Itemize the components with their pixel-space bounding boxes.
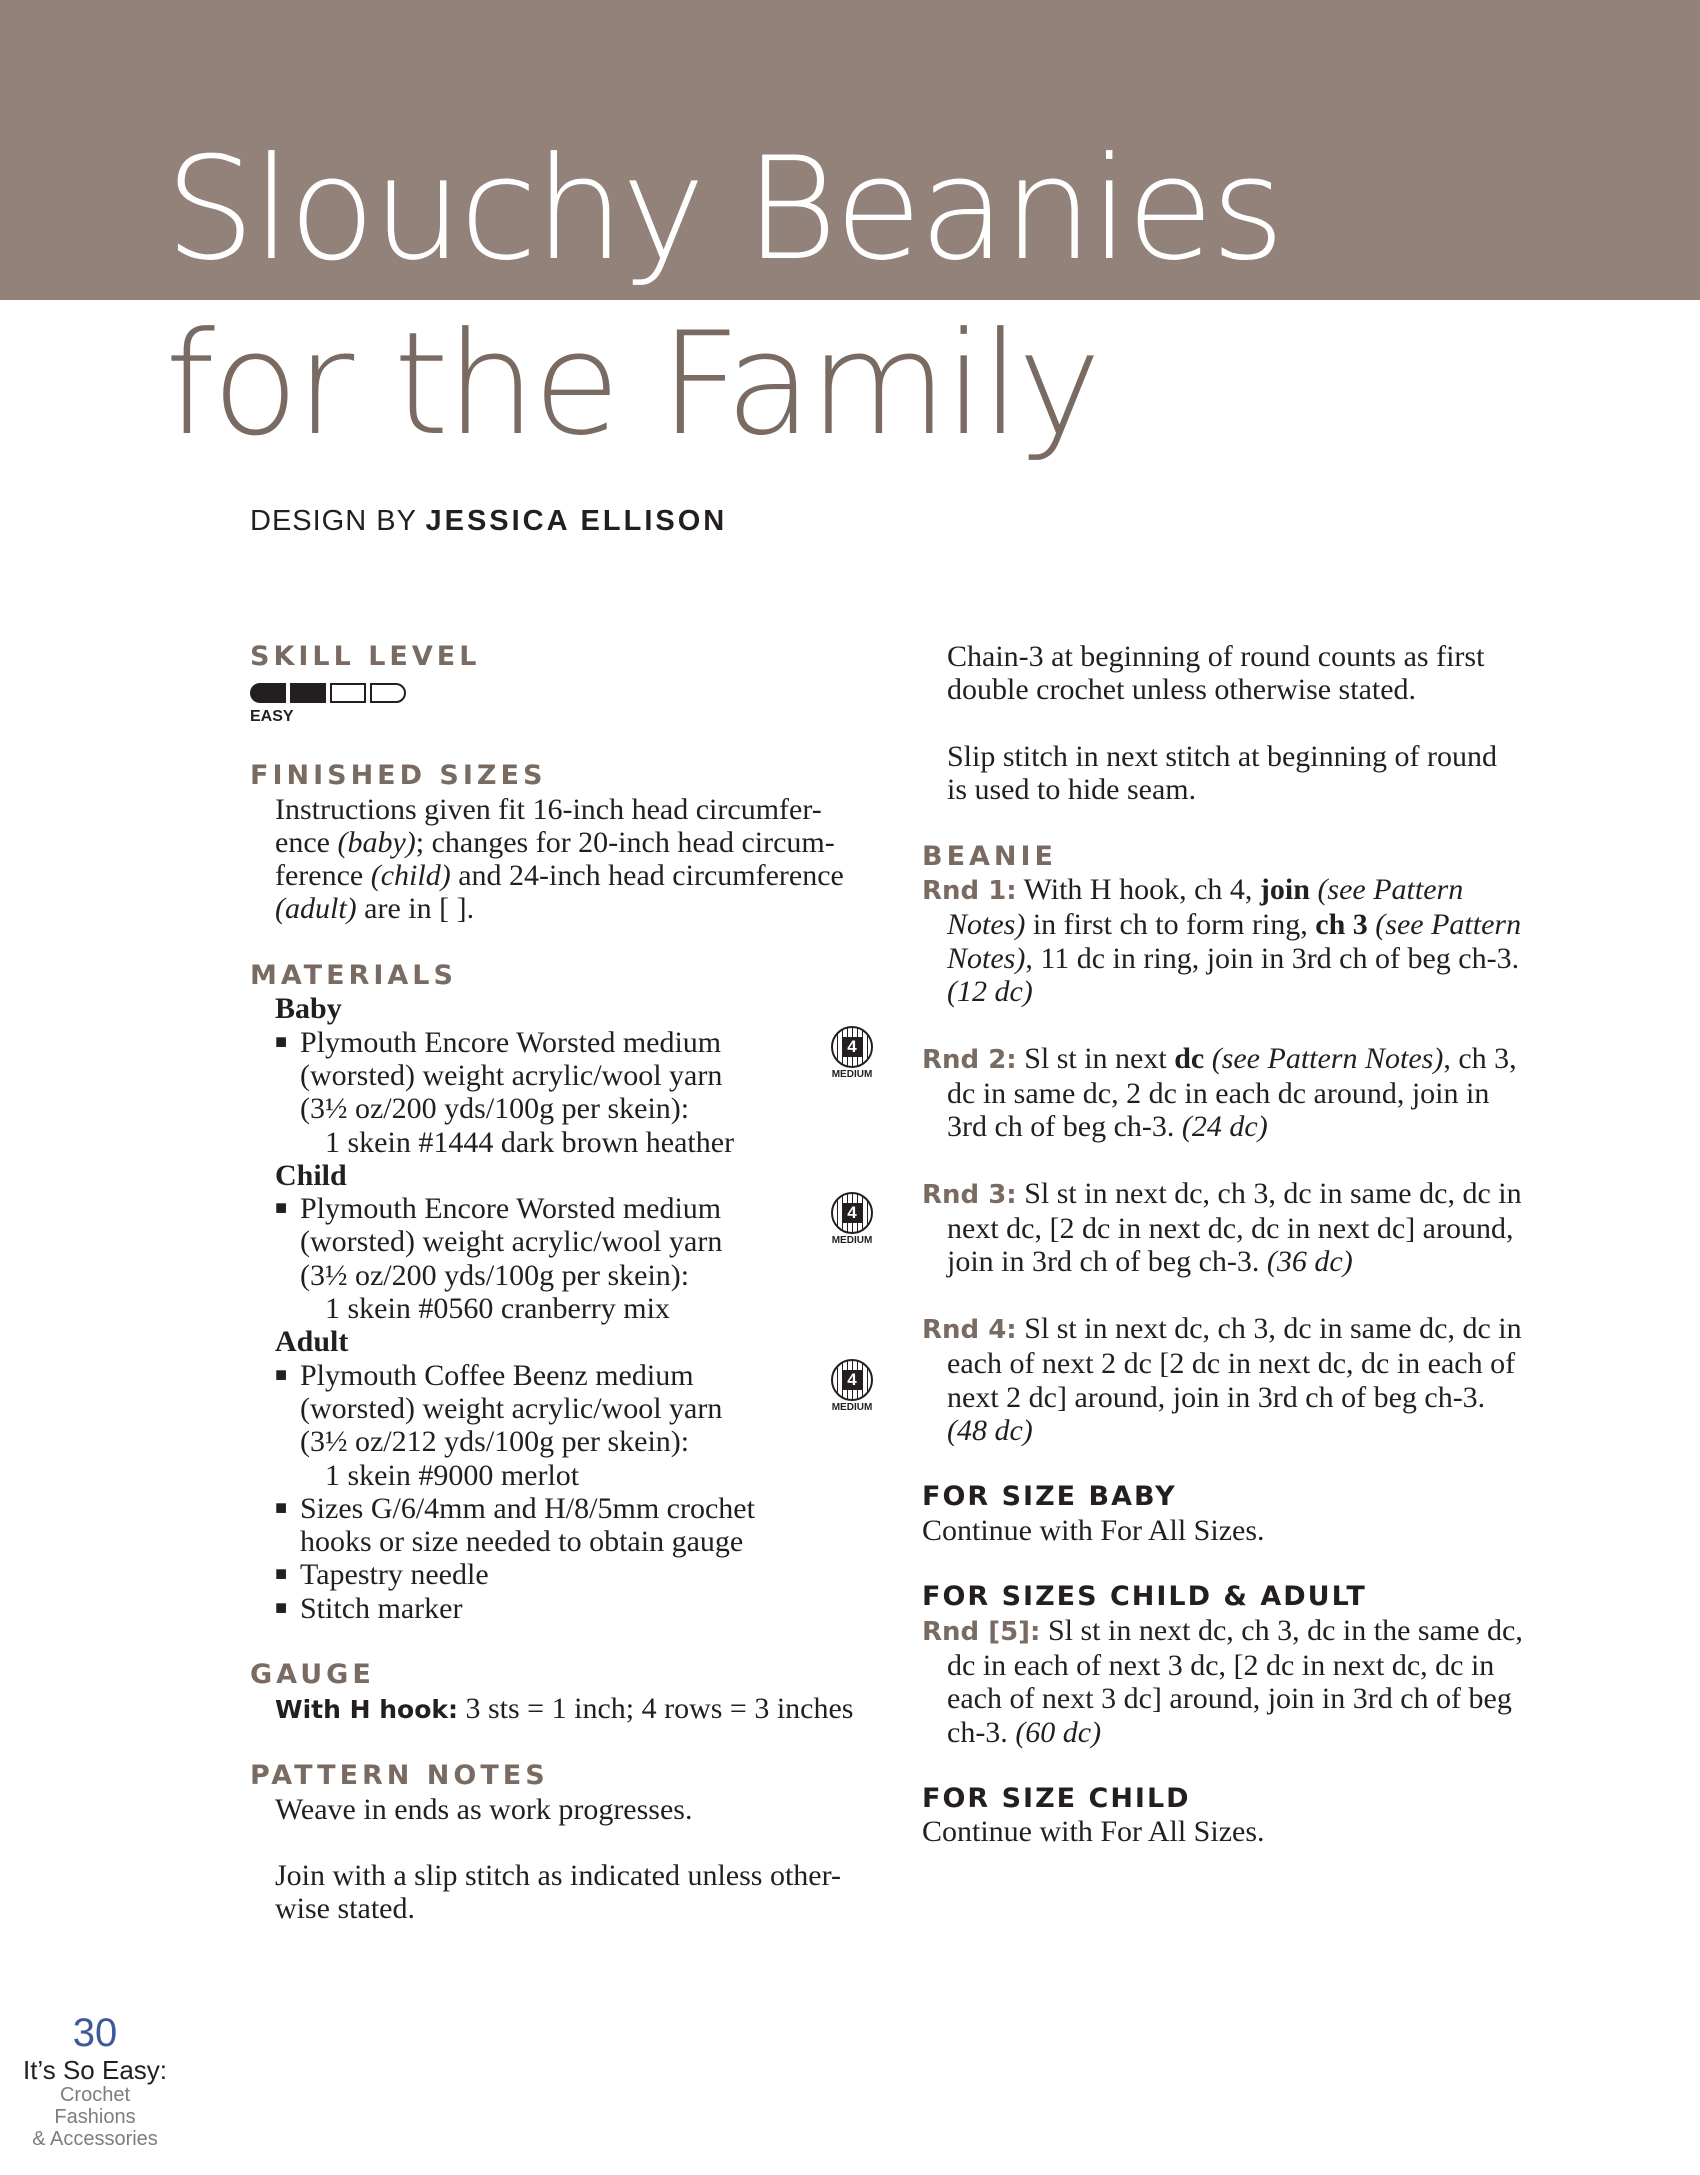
yarn-weight-icon [822,1359,882,1415]
round-block [922,1042,1562,1144]
round-line [922,942,1562,975]
yarn-weight-number: 4 [842,1370,862,1390]
round-line [922,1716,1562,1749]
material-item-text [250,1026,890,1159]
material-line: Plymouth Encore Worsted medium [300,1025,722,1059]
bullet-icon: ■ [275,1363,288,1386]
title-line-1: Slouchy Beanies [165,127,1282,292]
skill-block-filled [250,683,286,703]
material-line: (3½ oz/200 yds/100g per skein): [300,1258,690,1292]
yarn-ball-icon [831,1359,873,1401]
text-run: next 2 dc] around, join in 3rd ch of beg ch-3. [947,1380,1486,1414]
pattern-note-line: wise stated. [275,1892,415,1926]
material-line: Plymouth Coffee Beenz medium [300,1358,694,1392]
round-line [922,1077,1562,1110]
round-label: Rnd 2: [922,1044,1017,1075]
text-run: ference [275,859,371,893]
material-item [250,1192,890,1325]
size-child-heading: FOR SIZE CHILD [922,1783,1191,1815]
round-line [922,1649,1562,1682]
beanie-heading: BEANIE [922,840,1058,872]
material-line: (3½ oz/212 yds/100g per skein): [300,1425,690,1459]
bold-run: join [1259,873,1310,907]
designer-name: JESSICA ELLISON [425,505,728,537]
text-run: ence [275,825,338,859]
spacer [922,1008,1562,1041]
text-run: ; changes for 20-inch head circum- [415,825,835,859]
spacer [250,1826,890,1859]
text-line [275,793,890,826]
material-skein: 1 skein #9000 merlot [325,1458,580,1492]
yarn-ball-icon [831,1192,873,1234]
material-item-text [250,1592,890,1625]
pattern-note-line: Join with a slip stitch as indicated unless other- [275,1859,841,1893]
italic-run: Notes) [947,908,1026,942]
round-line [922,1042,1562,1077]
book-subtitle-line-1: Crochet Fashions [54,2084,136,2128]
material-line: (worsted) weight acrylic/wool yarn [300,1225,723,1259]
pattern-notes-heading: PATTERN NOTES [250,1760,549,1792]
material-group-baby [250,992,890,1158]
text-run: Sl st in next dc, ch 3, dc in same dc, dc in [1016,1311,1522,1345]
yarn-weight-number: 4 [842,1037,862,1057]
round-line [922,1177,1562,1212]
book-subtitle-line-2: & Accessories [32,2128,158,2150]
size-baby-text: Continue with For All Sizes. [922,1513,1265,1547]
skill-block-filled [290,683,326,703]
skill-block-empty [330,683,366,703]
spacer [922,707,1562,740]
pattern-note-line: double crochet unless otherwise stated. [947,673,1417,707]
bullet-icon: ■ [275,1596,288,1619]
material-line: Plymouth Encore Worsted medium [300,1192,722,1226]
material-line: (3½ oz/200 yds/100g per skein): [300,1092,690,1126]
material-skein: 1 skein #1444 dark brown heather [325,1125,735,1159]
round-line [922,1347,1562,1380]
text-line [275,859,890,892]
skill-level-label: EASY [250,708,294,726]
skill-level-icon [250,683,890,703]
material-item-text [250,1492,890,1559]
spacer [922,1547,1562,1580]
material-group-adult [250,1325,890,1491]
round-line [922,975,1562,1008]
bullet-icon: ■ [275,1563,288,1586]
round-line [922,1682,1562,1715]
gauge-value: 3 sts = 1 inch; 4 rows = 3 inches [458,1691,854,1725]
material-line: Stitch marker [300,1591,463,1625]
italic-run: (24 dc) [1181,1110,1268,1144]
material-line: Tapestry needle [300,1558,489,1592]
yarn-ball-icon [831,1026,873,1068]
italic-run: (see Pattern Notes) [1211,1041,1444,1075]
round-5-instructions [922,1614,1562,1749]
right-column [922,640,1562,1849]
text-line [275,892,890,925]
round-block [922,1177,1562,1279]
materials-heading: MATERIALS [250,960,457,992]
text-run: in first ch to form ring, [1025,908,1316,942]
yarn-weight-category: MEDIUM [831,1235,873,1247]
skill-level-heading: SKILL LEVEL [250,641,481,672]
text-line [275,826,890,859]
text-run: With H hook, ch 4, [1016,873,1260,907]
material-group-label: Child [275,1158,347,1192]
spacer [250,729,890,759]
spacer [250,1625,890,1658]
italic-run: Notes) [947,941,1026,975]
round-label: Rnd 3: [922,1179,1017,1210]
material-item-text [250,1558,890,1591]
beanie-rounds [922,873,1562,1447]
yarn-weight-category: MEDIUM [831,1068,873,1080]
yarn-weight-icon [822,1192,882,1248]
material-line: (worsted) weight acrylic/wool yarn [300,1391,723,1425]
material-group-label: Adult [275,1325,349,1359]
material-item [250,1558,890,1591]
pattern-note-line: Chain-3 at beginning of round counts as first [947,640,1485,673]
book-title: It’s So Easy: [22,2055,168,2085]
text-run: next dc, [2 dc in next dc, dc in next dc] around, [947,1212,1514,1246]
italic-run: (36 dc) [1266,1245,1353,1279]
bold-run: dc [1174,1041,1205,1075]
italic-run: (12 dc) [947,974,1033,1008]
pattern-note-1 [250,1793,890,1826]
text-run: ch-3. [947,1715,1016,1749]
material-item [250,1359,890,1492]
material-group-child [250,1159,890,1325]
text-run: Sl st in next dc, ch 3, dc in same dc, dc in [1016,1176,1522,1210]
size-child-text: Continue with For All Sizes. [922,1815,1265,1849]
material-item-text [250,1359,890,1492]
round-block [922,873,1562,1008]
finished-sizes-text [250,793,890,926]
text-run: , ch 3, [1443,1041,1517,1075]
material-group-label: Baby [275,992,342,1026]
byline-prefix: DESIGN BY [250,505,417,537]
round-block [922,1312,1562,1447]
material-line: hooks or size needed to obtain gauge [300,1525,744,1559]
spacer [922,806,1562,839]
page-footer [20,2010,170,2150]
text-run: 3rd ch of beg ch-3. [947,1110,1182,1144]
round-line [922,1414,1562,1447]
italic-run: (60 dc) [1015,1715,1102,1749]
designer-byline [250,505,727,538]
materials-list [250,992,890,1625]
italic-run: (adult) [275,892,357,926]
material-item [250,1592,890,1625]
spacer [922,1279,1562,1312]
text-run: each of next 3 dc] around, join in 3rd ch of beg [947,1682,1512,1716]
size-baby-heading: FOR SIZE BABY [922,1481,1177,1513]
italic-run: (see Pattern [1317,873,1464,907]
gauge-text [250,1692,890,1726]
pattern-note-3 [922,640,1562,707]
yarn-weight-icon [822,1026,882,1082]
pattern-note-4 [922,740,1562,807]
text-run: Instructions given fit 16-inch head circumfer- [275,792,822,826]
pattern-note-line: Weave in ends as work progresses. [275,1792,693,1826]
text-run: are in [ ]. [356,892,475,926]
text-run: dc in same dc, 2 dc in each dc around, join in [947,1076,1490,1110]
round-label: Rnd 4: [922,1314,1017,1345]
yarn-weight-category: MEDIUM [831,1401,873,1413]
text-run: each of next 2 dc [2 dc in next dc, dc in each of [947,1347,1516,1381]
round-line [922,1212,1562,1245]
spacer [250,1726,890,1759]
round-label: Rnd 1: [922,876,1017,907]
gauge-label: With H hook: [275,1694,458,1724]
material-line: Sizes G/6/4mm and H/8/5mm crochet [300,1491,755,1525]
round-line [922,1110,1562,1143]
finished-sizes-heading: FINISHED SIZES [250,760,547,792]
title-line-2: for the Family [165,302,1099,467]
text-run: dc in each of next 3 dc, [2 dc in next dc, dc in [947,1648,1495,1682]
bullet-icon: ■ [275,1496,288,1519]
text-run: Sl st in next dc, ch 3, dc in the same dc, [1040,1613,1523,1647]
spacer [922,1447,1562,1480]
text-run: Sl st in next [1016,1041,1175,1075]
italic-run: (child) [370,859,451,893]
text-run [1204,1042,1212,1075]
spacer [922,1749,1562,1782]
bullet-icon: ■ [275,1030,288,1053]
round-line [922,1245,1562,1278]
page-number: 30 [72,2011,118,2055]
round-block [922,1614,1562,1749]
material-line: (worsted) weight acrylic/wool yarn [300,1058,723,1092]
pattern-note-line: Slip stitch in next stitch at beginning of round [947,739,1497,773]
round-line [922,908,1562,941]
text-run: join in 3rd ch of beg ch-3. [947,1245,1267,1279]
pattern-note-line: is used to hide seam. [947,773,1197,807]
round-line [922,1381,1562,1414]
pattern-note-2 [250,1859,890,1926]
material-item [250,1026,890,1159]
bullet-icon: ■ [275,1197,288,1220]
spacer [922,1143,1562,1176]
round-line [922,873,1562,908]
round-label: Rnd [5]: [922,1616,1041,1647]
gauge-heading: GAUGE [250,1659,375,1691]
yarn-weight-number: 4 [842,1203,862,1223]
italic-run: (see Pattern [1375,908,1522,942]
sizes-child-adult-heading: FOR SIZES CHILD & ADULT [922,1581,1367,1613]
page-title [165,122,1282,472]
bold-run: ch 3 [1315,908,1368,942]
spacer [250,926,890,959]
material-item [250,1492,890,1559]
italic-run: (48 dc) [947,1413,1033,1447]
material-skein: 1 skein #0560 cranberry mix [325,1292,670,1326]
round-line [922,1614,1562,1649]
text-run: , 11 dc in ring, join in 3rd ch of beg ch-3. [1025,941,1520,975]
left-column [250,640,890,1926]
material-item-text [250,1192,890,1325]
skill-block-empty [370,683,406,703]
italic-run: (baby) [337,825,416,859]
text-run: and 24-inch head circumference [450,859,844,893]
round-line [922,1312,1562,1347]
